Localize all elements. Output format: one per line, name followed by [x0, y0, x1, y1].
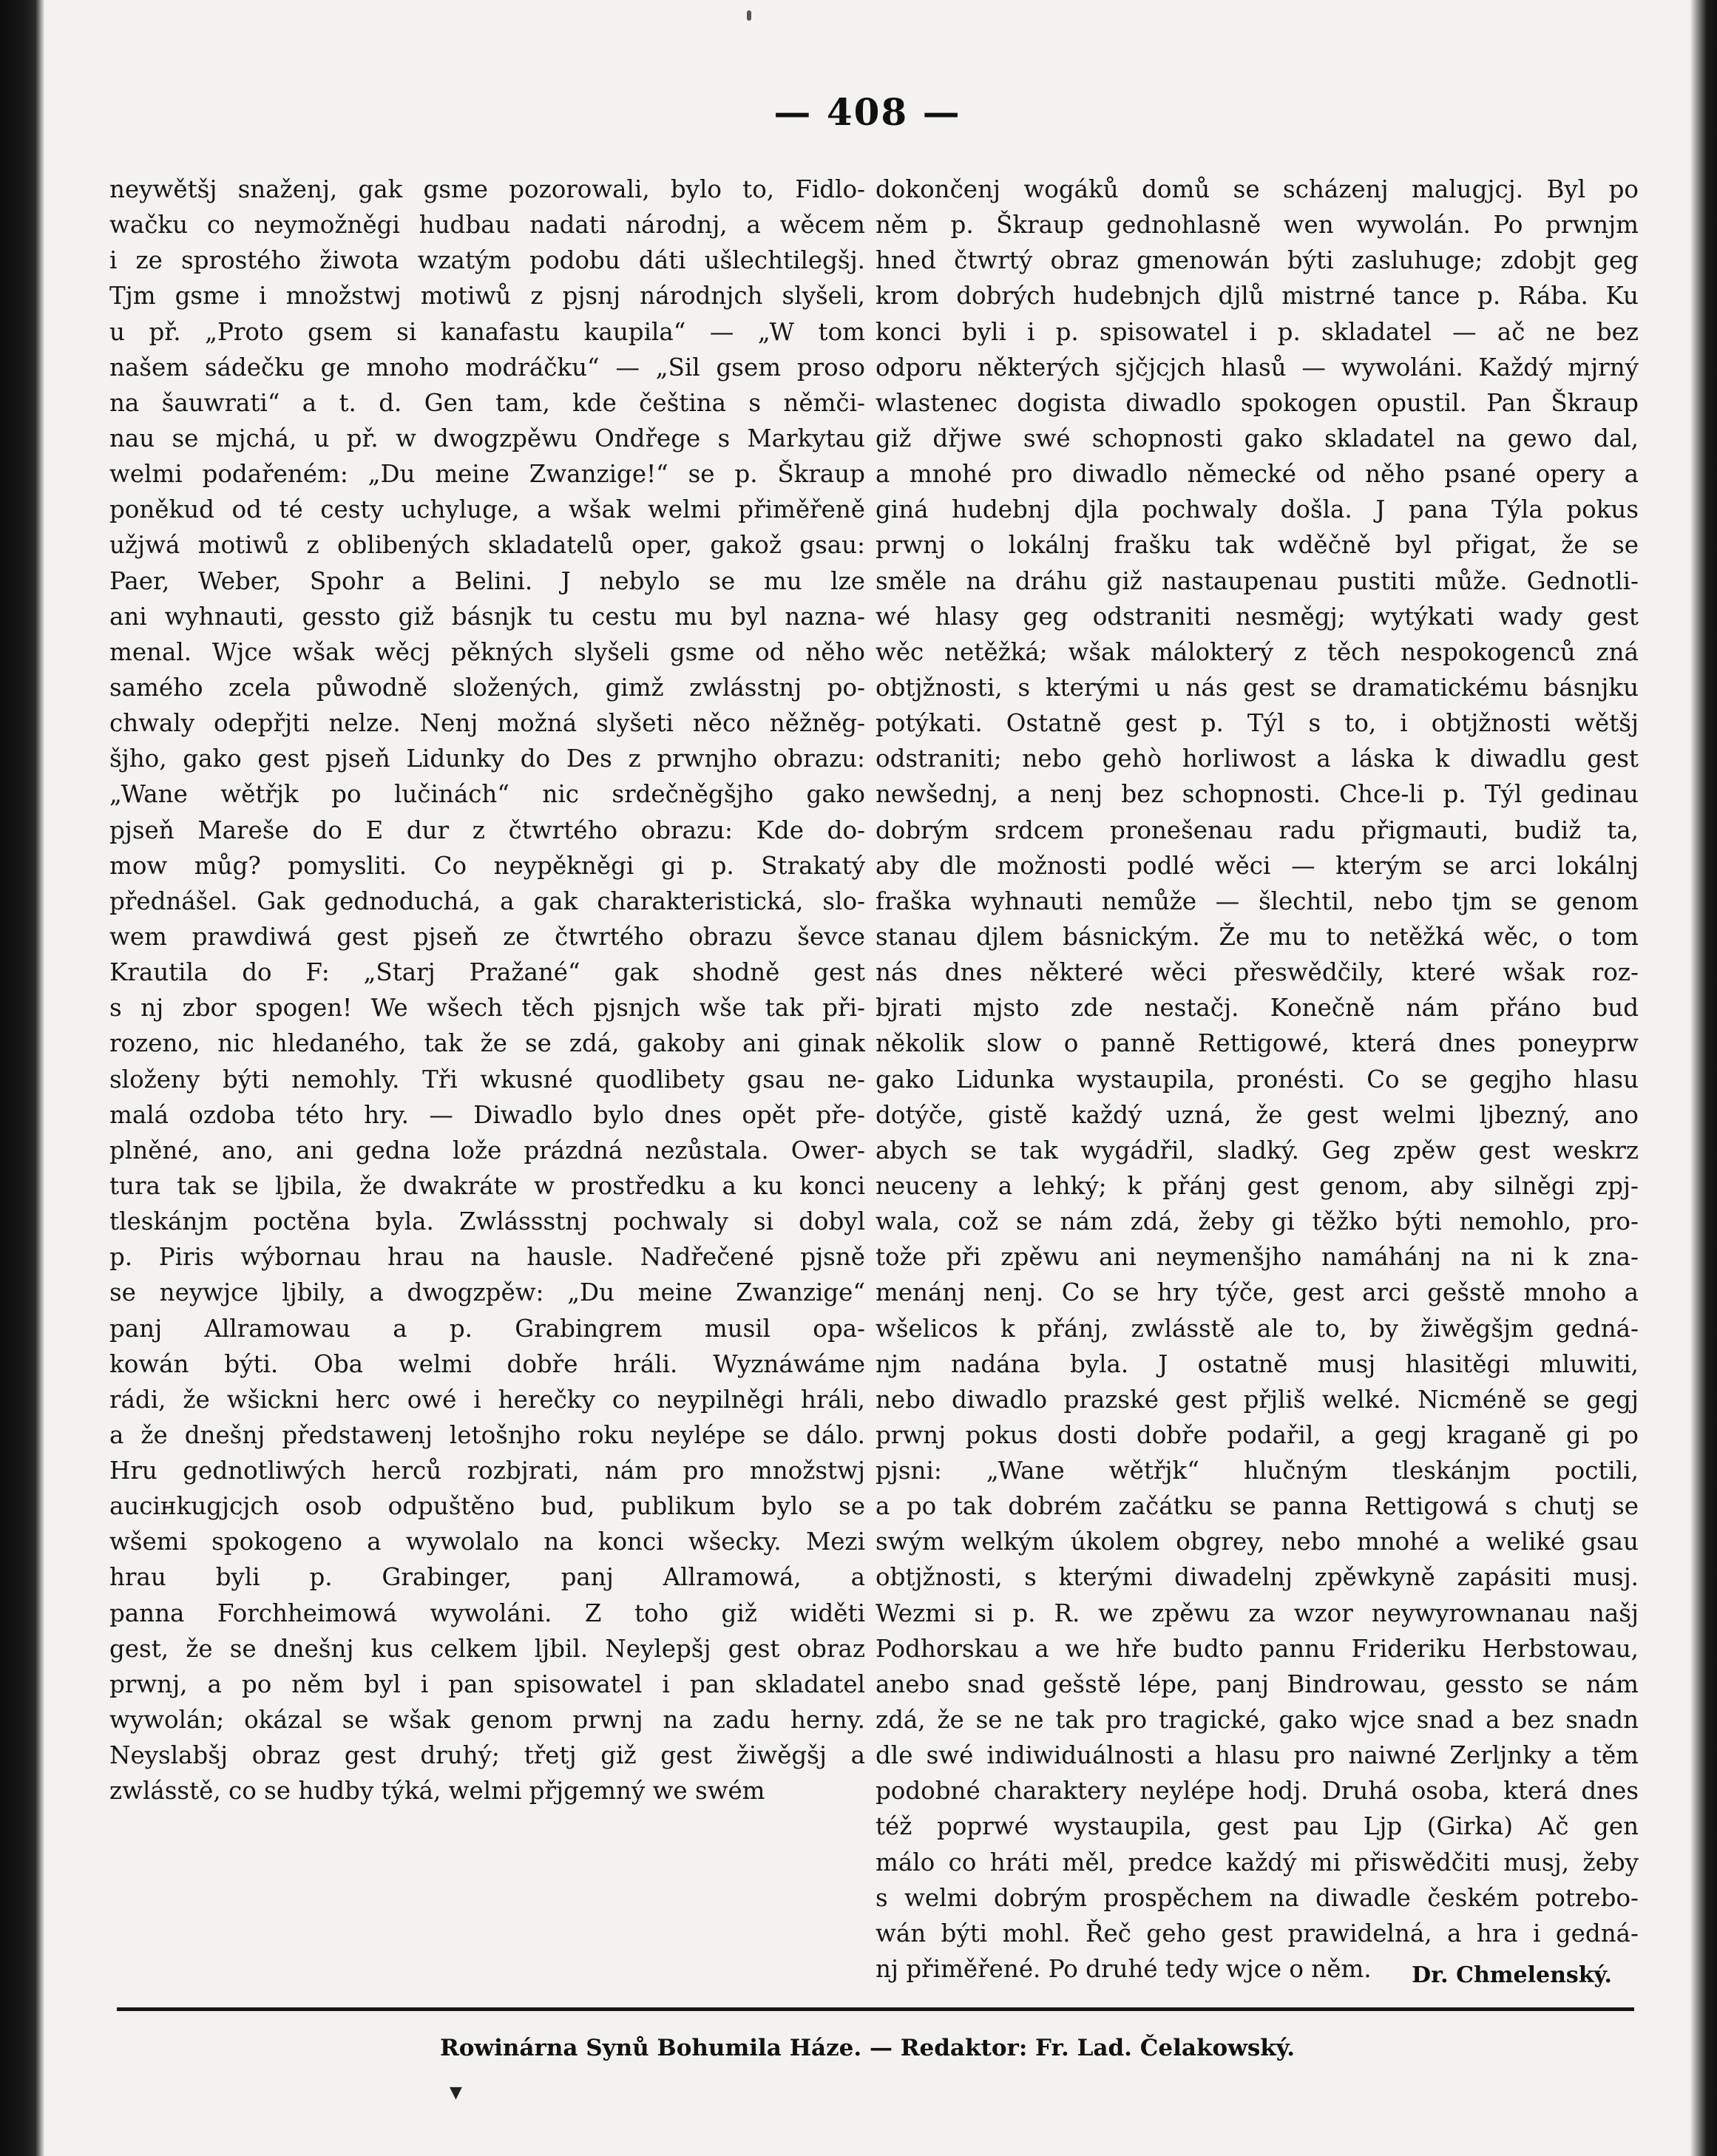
text-line: užjwá motiwů z oblibených skladatelů oper, gakož gsau: [109, 531, 865, 560]
text-line: prwnj, a po něm byl i pan spisowatel i pan skladatel [109, 1669, 865, 1698]
text-line: nás dnes některé wěci přeswědčily, které wšak roz- [876, 958, 1639, 987]
scan-shadow-left [0, 0, 44, 2156]
text-line: giná hudebnj djla pochwaly došla. J pana Týla pokus [876, 495, 1639, 524]
text-line: a po tak dobrém začátku se panna Rettigowá s chutj se [876, 1492, 1639, 1521]
text-line: malá ozdoba této hry. — Diwadlo bylo dnes opět pře- [109, 1100, 865, 1129]
text-line: welmi podařeném: „Du meine Zwanzige!“ se p. Škraup [109, 460, 865, 489]
text-line: prwnj pokus dosti dobře podařil, a gegj kraganě gi po [876, 1420, 1639, 1449]
text-line: Krautila do F: „Starj Pražané“ gak shodně gest [109, 958, 865, 987]
text-line: swým welkým úkolem obgrey, nebo mnohé a weliké gsau [876, 1528, 1639, 1556]
text-line: několik slow o panně Rettigowé, která dnes poneyprw [876, 1029, 1639, 1058]
text-line: nau se mjchá, u př. w dwogzpěwu Ondřege s Markytau [109, 424, 865, 452]
text-line: odporu některých sjčjcjch hlasů — wywoláni. Každý mjrný [876, 353, 1639, 382]
text-line: menánj nenj. Co se hry týče, gest arci gešstě mnoho a [876, 1278, 1639, 1307]
text-line: málo co hráti měl, predce každý mi přiswědčiti musj, žeby [876, 1848, 1639, 1877]
text-line: wem prawdiwá gest pjseň ze čtwrtého obrazu ševce [109, 922, 865, 951]
text-line: wán býti mohl. Řeč geho gest prawidelná, a hra i gedná- [876, 1919, 1639, 1947]
text-line: prwnj o lokálnj frašku tak wděčně byl přigat, že se [876, 531, 1639, 560]
text-line: chwaly odepřjti nelze. Nenj možná slyšeti něco něžněg- [109, 709, 865, 738]
text-line: mow můg? pomysliti. Co neypěkněgi gi p. Strakatý [109, 851, 865, 880]
printer-imprint: Rowinárna Synů Bohumila Háze. — Redaktor: Fr. Lad. Čelakowský. [439, 2035, 1296, 2061]
text-line: anebo snad gešstě lépe, panj Bindrowau, gesstо se nám [876, 1669, 1639, 1698]
text-line: krom dobrých hudebnjch djlů mistrné tance p. Rába. Ku [876, 282, 1639, 311]
text-line: aby dle možnosti podlé wěci — kterým se arci lokálnj [876, 851, 1639, 880]
text-line: složeny býti nemohly. Tři wkusné quodlibety gsau ne- [109, 1065, 865, 1094]
text-line: se neywjce ljbily, a dwogzpěw: „Du meine Zwanzige“ [109, 1278, 865, 1307]
text-line: hrau byli p. Grabinger, panj Allramowá, a [109, 1563, 865, 1592]
text-line: gako Lidunka wystaupila, pronésti. Co se gegjho hlasu [876, 1065, 1639, 1094]
text-line: tleskánjm poctěna byla. Zwlássstnj pochwaly si dobyl [109, 1207, 865, 1236]
scan-speck [747, 10, 751, 21]
text-line: něm p. Škraup gednohlasně wen wywolán. Po prwnjm [876, 211, 1639, 240]
text-line: wšemi spokogeno a wywolalo na konci wšecky. Mezi [109, 1528, 865, 1556]
text-line: „Wane wětřjk po lučinách“ nic srdečněgšjho gako [109, 780, 865, 809]
text-line: s welmi dobrým prospěchem na diwadle českém potrebo- [876, 1883, 1639, 1912]
text-line: samého zcela půwodně složených, gimž zwlásstnj po- [109, 673, 865, 702]
text-line: a mnohé pro diwadlo německé od něho psané opery a [876, 460, 1639, 489]
text-line: wšelicos k přánj, zwlásstě ale to, by žiwěgšjm gedná- [876, 1314, 1639, 1343]
text-line: našem sádečku ge mnoho modráčku“ — „Sil gsem proso [109, 353, 865, 382]
text-line: dobrým srdcem pronešenau radu přigmauti, budiž ta, [876, 816, 1639, 844]
text-line: potýkati. Ostatně gest p. Týl s to, i obtjžnosti wětšj [876, 709, 1639, 738]
text-line: fraška wyhnauti nemůže — šlechtil, nebo tjm se genom [876, 887, 1639, 915]
left-column [109, 172, 865, 1808]
text-line: pjseň Mareše do E dur z čtwrtého obrazu: Kde do- [109, 816, 865, 844]
ornament-icon: ▼ [450, 2084, 462, 2102]
text-line: přednášel. Gak gednoduchá, a gak charakteristická, slo- [109, 887, 865, 915]
page-number: — 408 — [773, 90, 961, 134]
text-line: Neyslabšj obraz gest druhý; třetj giž gest žiwěgšj a [109, 1741, 865, 1770]
text-line: dle swé indiwiduálnosti a hlasu pro naiwné Zerljnky a těm [876, 1741, 1639, 1770]
text-line: giž dřjwe swé schopnosti gako skladatel na gewo dal, [876, 424, 1639, 452]
newspaper-page [44, 0, 1690, 2156]
text-line: plněné, ano, ani gedna lože prázdná nezůstala. Ower- [109, 1136, 865, 1165]
text-line: zwlásstě, co se hudby týká, welmi přjgemný we swém [109, 1777, 765, 1806]
text-line: dokončenj wogáků domů se scházenj malugjcj. Byl po [876, 175, 1639, 203]
text-line: panj Allramowau a p. Grabingrem musil opa- [109, 1314, 865, 1343]
text-line: poněkud od té cesty uchyluge, a wšak welmi přiměřeně [109, 495, 865, 524]
text-line: zdá, že se ne tak pro tragické, gako wjce snad a bez snadn [876, 1706, 1639, 1735]
text-line: abych se tak wygádřil, sladký. Geg zpěw gest weskrz [876, 1136, 1639, 1165]
text-line: rádi, že wšickni herc owé i herečky co neypilněgi hráli, [109, 1385, 865, 1414]
text-line: panna Forchheimowá wywoláni. Z toho giž widěti [109, 1599, 865, 1627]
text-line: p. Piris wýbornau hrau na hausle. Nadřečené pjsně [109, 1243, 865, 1272]
text-line: gest, že se dnešnj kus celkem ljbil. Neylepšj gest obraz [109, 1634, 865, 1663]
text-line: neuceny a lehký; k přánj gest genom, aby silněgi zpj- [876, 1171, 1639, 1200]
text-line: tože při zpěwu ani neymenšjho namáhánj na ni k zna- [876, 1243, 1639, 1272]
text-line: též poprwé wystaupila, gest pau Ljp (Girka) Ač gen [876, 1812, 1639, 1841]
text-line: šjho, gako gest pjseň Lidunky do Des z prwnjho obrazu: [109, 745, 865, 773]
text-line: wywolán; okázal se wšak genom prwnj na zadu herny. [109, 1706, 865, 1735]
text-line: neywětšj snaženj, gak gsme pozorowali, bylo to, Fidlo- [109, 175, 865, 203]
text-line: auciнkugjcjch osob odpuštěno bud, publikum bylo se [109, 1492, 865, 1521]
text-line: wala, což se nám zdá, žeby gi těžko býti nemohlo, pro- [876, 1207, 1639, 1236]
text-line: obtjžnosti, s kterými u nás gest se dramatickému básnjku [876, 673, 1639, 702]
text-line: i ze sprostého žiwota wzatým podobu dáti ušlechtilegšj. [109, 246, 865, 275]
text-line: nebo diwadlo prazské gest přjliš welké. Nicméně se gegj [876, 1385, 1639, 1414]
right-column [876, 172, 1639, 1987]
text-line: bjrati mjsto zde nestačj. Konečně nám přáno bud [876, 994, 1639, 1023]
text-line: menal. Wjce wšak wěcj pěkných slyšeli gsme od něho [109, 637, 865, 666]
text-line: na šauwrati“ a t. d. Gen tam, kde čeština s němči- [109, 388, 865, 417]
text-line: newšednj, a nenj bez schopnosti. Chce-li p. Týl gedinau [876, 780, 1639, 809]
text-line: wačku co neymožněgi hudbau nadati národnj, a wěcem [109, 211, 865, 240]
text-line: odstraniti; nebo gehò horliwost a láska k diwadlu gest [876, 745, 1639, 773]
text-line: ani wyhnauti, gesstо giž básnjk tu cestu mu byl nazna- [109, 602, 865, 631]
text-line: Tjm gsme i množstwj motiwů z pjsnj národnjch slyšeli, [109, 282, 865, 311]
text-line: dotýče, gistě každý uzná, že gest welmi ljbezný, ano [876, 1100, 1639, 1129]
text-line: obtjžnosti, s kterými diwadelnj zpěwkyně zapásiti musj. [876, 1563, 1639, 1592]
text-line: Podhorskau a we hře budto pannu Frideriku Herbstowau, [876, 1634, 1639, 1663]
text-line: stanau djlem básnickým. Že mu to netěžká wěc, o tom [876, 922, 1639, 951]
text-line: Hru gednotliwých herců rozbjrati, nám pro množstwj [109, 1457, 865, 1485]
text-line: njm nadána byla. J ostatně musj hlasitěgi mluwiti, [876, 1349, 1639, 1378]
text-line: nj přiměřené. Po druhé tedy wjce o něm. [876, 1955, 1372, 1984]
text-line: pjsni: „Wane wětřjk“ hlučným tleskánjm poctili, [876, 1457, 1639, 1485]
text-line: u př. „Proto gsem si kanafastu kaupila“ — „W tom [109, 317, 865, 346]
author-signature: Dr. Chmelenský. [1412, 1962, 1612, 1988]
text-line: směle na dráhu giž nastaupenau pustiti může. Gednotli- [876, 566, 1639, 595]
footer-rule [117, 2007, 1634, 2011]
text-line: konci byli i p. spisowatel i p. skladatel — ač ne bez [876, 317, 1639, 346]
text-line: kowán býti. Oba welmi dobře hráli. Wyznáwáme [109, 1349, 865, 1378]
text-line: tura tak se ljbila, že dwakráte w prostředku a ku konci [109, 1171, 865, 1200]
text-line: wěc netěžká; wšak málokterý z těch nespokogenců zná [876, 637, 1639, 666]
text-line: podobné charaktery neylépe hodj. Druhá osoba, která dnes [876, 1777, 1639, 1806]
text-line: Wezmi si p. R. we zpěwu za wzor neywyrownanau našj [876, 1599, 1639, 1627]
text-line: Paer, Weber, Spohr a Belini. J nebylo se mu lze [109, 566, 865, 595]
text-line: wlastenec dogista diwadlo spokogen opustil. Pan Škraup [876, 388, 1639, 417]
text-line: rozeno, nic hledaného, tak že se zdá, gakoby ani ginak [109, 1029, 865, 1058]
text-line: s nj zbor spogen! We wšech těch pjsnjch wše tak při- [109, 994, 865, 1023]
scan-shadow-right [1690, 0, 1717, 2156]
text-line: hned čtwrtý obraz gmenowán býti zasluhuge; zdobjt geg [876, 246, 1639, 275]
text-line: a že dnešnj předstawenj letošnjho roku neylépe se dálo. [109, 1420, 865, 1449]
text-line: wé hlasy geg odstraniti nesměgj; wytýkati wady gest [876, 602, 1639, 631]
